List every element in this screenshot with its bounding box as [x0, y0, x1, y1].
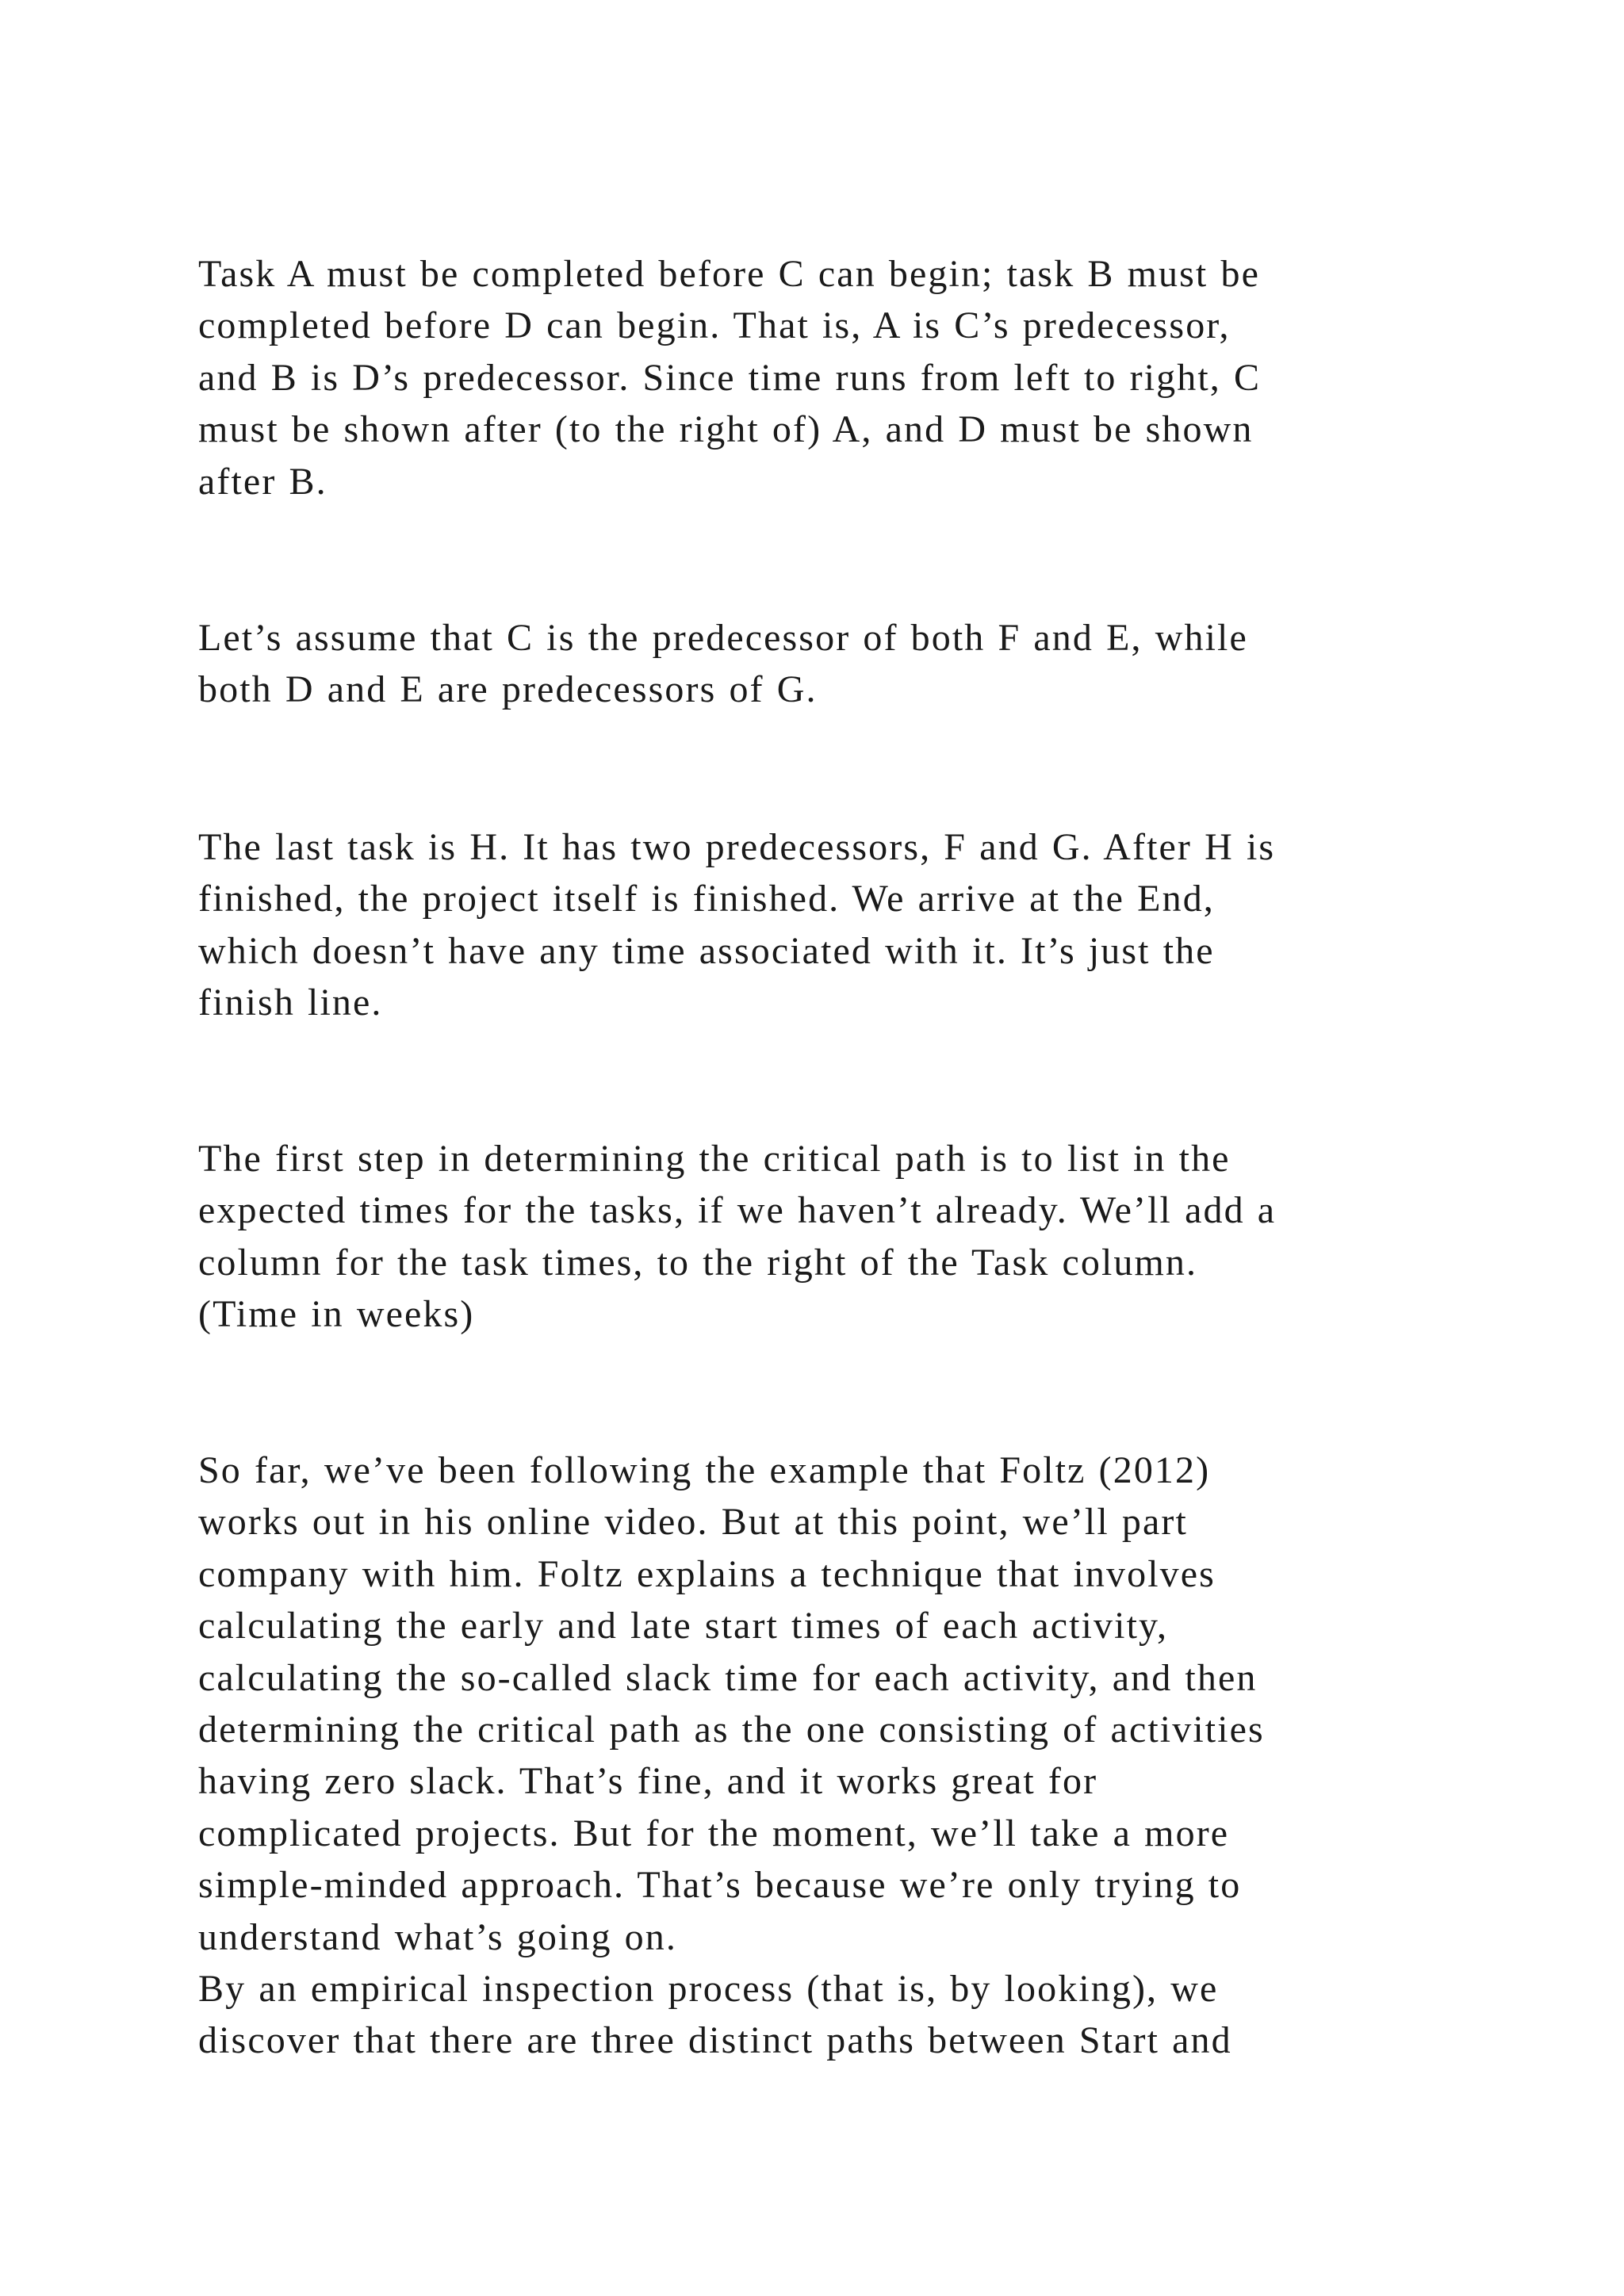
paragraph-task-dependencies: [198, 248, 1261, 507]
text-line: By an empirical inspection process (that is, by looking), we: [198, 1968, 1219, 2011]
text-line: understand what’s going on.: [198, 1915, 677, 1958]
text-line: finish line.: [198, 982, 383, 1024]
text-line: both D and E are predecessors of G.: [198, 668, 818, 711]
text-line: calculating the so-called slack time for each activity, and then: [198, 1656, 1258, 1699]
paragraph-foltz-approach: [198, 1445, 1265, 2067]
text-line: determining the critical path as the one consisting of activities: [198, 1709, 1265, 1751]
text-line: which doesn’t have any time associated with it. It’s just the: [198, 929, 1215, 972]
text-line: column for the task times, to the right of the Task column.: [198, 1241, 1198, 1284]
text-line: calculating the early and late start times of each activity,: [198, 1605, 1169, 1647]
text-line: works out in his online video. But at this point, we’ll part: [198, 1501, 1188, 1544]
paragraph-predecessor-assumption: [198, 612, 1248, 716]
text-line: simple-minded approach. That’s because we’re only trying to: [198, 1864, 1242, 1907]
text-line: The last task is H. It has two predecessors, F and G. After H is: [198, 826, 1276, 868]
text-line: (Time in weeks): [198, 1293, 475, 1336]
text-line: Task A must be completed before C can begin; task B must be: [198, 253, 1260, 295]
text-line: company with him. Foltz explains a technique that involves: [198, 1552, 1216, 1595]
text-line: having zero slack. That’s fine, and it works great for: [198, 1760, 1098, 1803]
text-line: after B.: [198, 460, 327, 503]
text-line: completed before D can begin. That is, A is C’s predecessor,: [198, 304, 1231, 347]
text-line: finished, the project itself is finished. We arrive at the End,: [198, 878, 1215, 920]
text-line: So far, we’ve been following the example that Foltz (2012): [198, 1449, 1211, 1491]
text-line: expected times for the tasks, if we haven’t already. We’ll add a: [198, 1189, 1277, 1232]
paragraph-last-task: [198, 821, 1275, 1029]
text-line: and B is D’s predecessor. Since time runs from left to right, C: [198, 356, 1262, 399]
text-line: complicated projects. But for the moment, we’ll take a more: [198, 1812, 1230, 1854]
text-line: Let’s assume that C is the predecessor of both F and E, while: [198, 617, 1248, 659]
text-line: The first step in determining the critical path is to list in the: [198, 1138, 1231, 1180]
text-line: discover that there are three distinct paths between Start and: [198, 2019, 1232, 2062]
text-line: must be shown after (to the right of) A, and D must be shown: [198, 408, 1254, 451]
paragraph-critical-path-first-step: [198, 1133, 1276, 1341]
